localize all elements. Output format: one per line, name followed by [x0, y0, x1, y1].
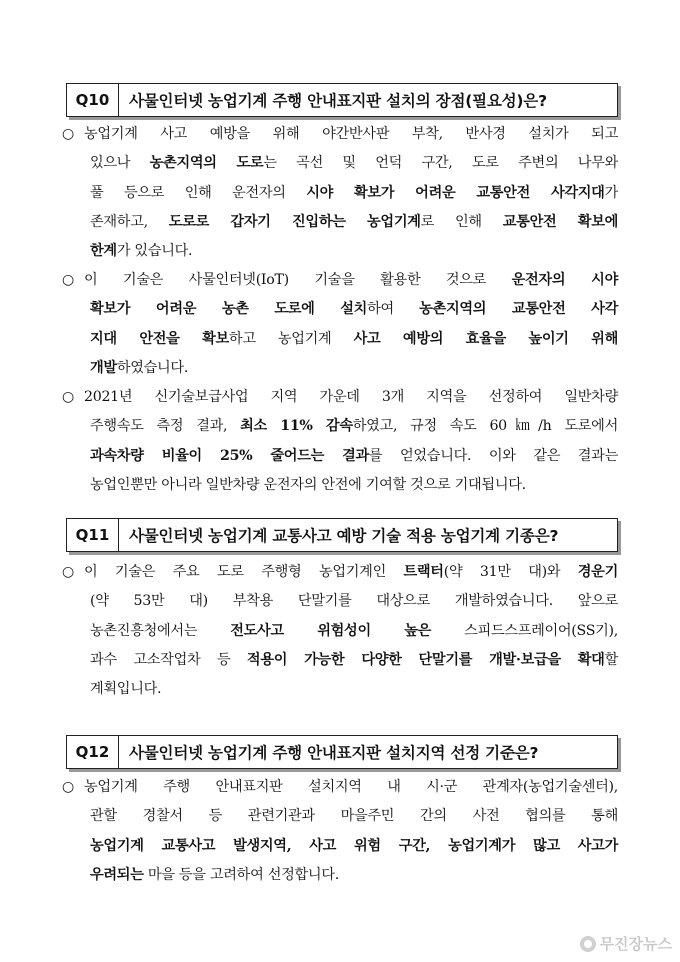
text-segment: 있으나: [90, 155, 150, 172]
q10-paragraph-2: [62, 266, 618, 383]
text-segment: 하였고, 규정 속도 60㎞/h 도로에서: [352, 418, 618, 435]
text-line: [62, 675, 618, 704]
text-segment: 농업기계 주행 안내표지판 설치지역 내 시·군 관계자(농업기술센터),: [84, 779, 618, 795]
text-segment: 2021년 신기술보급사업 지역 가운데 3개 지역을 선정하여 일반차량: [84, 389, 618, 405]
circle-bullet-icon: ○: [62, 564, 74, 580]
bold-text-segment: 최소 11% 감속: [240, 418, 353, 435]
bold-text-segment: 경운기: [577, 564, 618, 580]
q10-paragraph-3: [62, 383, 618, 500]
text-segment: 하였습니다.: [116, 359, 189, 376]
bold-text-segment: 시야 확보가 어려운 교통안전 사각지대: [306, 184, 605, 201]
q12-header: [66, 735, 618, 769]
q11-number: Q11: [67, 519, 119, 551]
text-segment: 할: [604, 651, 618, 668]
text-segment: 풀 등으로 인해 운전자의: [90, 184, 307, 201]
text-segment: (약 31만 대)와: [443, 564, 578, 580]
bold-text-segment: 운전자의 시야: [511, 272, 618, 288]
text-segment: 로 인해: [420, 213, 503, 230]
bold-text-segment: 우려되는: [90, 866, 144, 883]
bold-text-segment: 도로로 갑자기 진입하는 농업기계: [168, 213, 421, 230]
text-line: [62, 802, 618, 831]
text-line: [62, 587, 618, 616]
bold-text-segment: 트랙터: [403, 564, 444, 580]
circle-bullet-icon: ○: [62, 779, 74, 795]
bold-text-segment: 과속차량 비율이 25% 줄어드는 결과: [90, 447, 369, 464]
watermark-text: 무진장뉴스: [599, 935, 672, 953]
text-segment: 계획입니다.: [90, 681, 162, 698]
text-segment: 를 얻었습니다. 이와 같은 결과는: [368, 447, 618, 464]
bold-text-segment: 한계: [90, 243, 117, 260]
circle-bullet-icon: ○: [62, 272, 74, 288]
text-line: [62, 773, 618, 802]
text-segment: 가 있습니다.: [116, 243, 193, 260]
q11-paragraph-1: [62, 558, 618, 704]
text-segment: 농촌진흥청에서는: [90, 622, 231, 639]
text-line: [62, 832, 618, 861]
text-segment: 마을 등을 고려하여 선정합니다.: [143, 866, 339, 883]
logo-icon: [580, 936, 596, 952]
bold-text-segment: 농촌지역의 도로: [149, 155, 264, 172]
bold-text-segment: 지대 안전을 확보: [90, 330, 229, 347]
q11-title: 사물인터넷 농업기계 교통사고 예방 기술 적용 농업기계 기종은?: [129, 527, 559, 545]
watermark-logo: [580, 933, 672, 954]
text-segment: 농업인뿐만 아니라 일반차량 운전자의 안전에 기여할 것으로 기대됩니다.: [90, 476, 526, 493]
text-segment: 농업기계 사고 예방을 위해 야간반사판 부착, 반사경 설치가 되고: [84, 126, 618, 142]
text-segment: 이 기술은 주요 도로 주행형 농업기계인: [84, 564, 404, 580]
q12-paragraph-1: [62, 773, 618, 890]
circle-bullet-icon: ○: [62, 126, 74, 142]
text-segment: 주행속도 측정 결과,: [90, 418, 241, 435]
text-segment: 스피드스프레이어(SS기),: [431, 622, 618, 639]
text-segment: 하고 농업기계: [228, 330, 354, 347]
text-segment: 하여: [367, 301, 420, 318]
text-line: [62, 558, 618, 587]
bold-text-segment: 사고 예방의 효율을 높이기 위해: [353, 330, 618, 347]
text-line: [62, 383, 618, 412]
text-segment: 이 기술은 사물인터넷(IoT) 기술을 활용한 것으로: [84, 272, 512, 288]
text-line: [62, 237, 618, 266]
text-segment: 존재하고,: [90, 213, 169, 230]
text-line: [62, 120, 618, 149]
bold-text-segment: 교통안전 확보에: [502, 213, 619, 230]
text-segment: (약 53만 대) 부착용 단말기를 대상으로 개발하였습니다. 앞으로: [90, 593, 618, 610]
q11-header: [66, 518, 618, 552]
bold-text-segment: 농촌지역의 교통안전 사각: [419, 301, 618, 318]
text-line: [62, 179, 618, 208]
q10-title: 사물인터넷 농업기계 주행 안내표지판 설치의 장점(필요성)은?: [129, 92, 547, 110]
q12-title: 사물인터넷 농업기계 주행 안내표지판 설치지역 선정 기준은?: [129, 744, 539, 762]
text-line: [62, 861, 618, 890]
text-segment: 는 곡선 및 언덕 구간, 도로 주변의 나무와: [263, 155, 618, 172]
text-line: [62, 208, 618, 237]
q10-number: Q10: [67, 84, 119, 116]
text-line: [62, 442, 618, 471]
text-line: [62, 412, 618, 441]
text-line: [62, 354, 618, 383]
text-line: [62, 325, 618, 354]
bold-text-segment: 전도사고 위험성이 높은: [230, 622, 432, 639]
text-segment: 관할 경찰서 등 관련기관과 마을주민 간의 사전 협의를 통해: [90, 808, 618, 825]
bold-text-segment: 농업기계 교통사고 발생지역, 사고 위험 구간, 농업기계가 많고 사고가: [90, 837, 618, 854]
q10-paragraph-1: [62, 120, 618, 266]
q12-number: Q12: [67, 736, 119, 768]
circle-bullet-icon: ○: [62, 389, 74, 405]
text-segment: 가: [604, 184, 618, 201]
text-line: [62, 295, 618, 324]
text-line: [62, 471, 618, 500]
text-line: [62, 149, 618, 178]
bold-text-segment: 확보가 어려운 농촌 도로에 설치: [90, 301, 368, 318]
text-segment: 과수 고소작업차 등: [90, 651, 247, 668]
q10-header: [66, 83, 618, 117]
text-line: [62, 646, 618, 675]
text-line: [62, 266, 618, 295]
text-line: [62, 617, 618, 646]
bold-text-segment: 적용이 가능한 다양한 단말기를 개발·보급을 확대: [246, 651, 605, 668]
bold-text-segment: 개발: [90, 359, 117, 376]
